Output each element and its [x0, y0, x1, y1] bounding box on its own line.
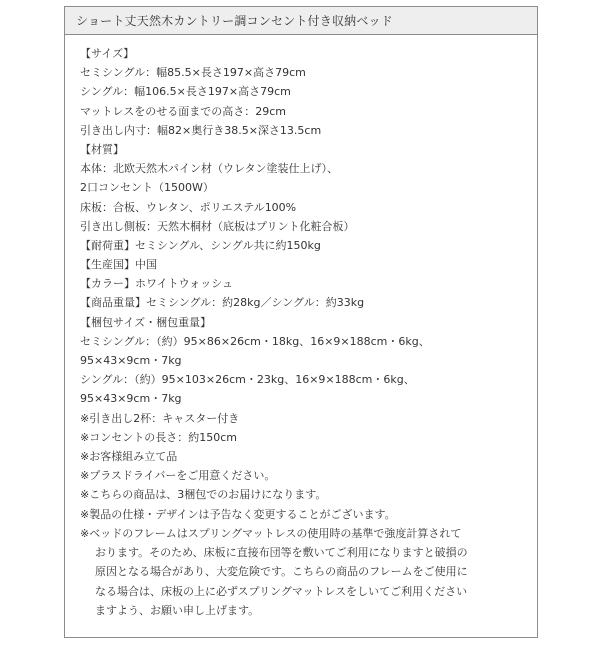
spec-line-weight: 【商品重量】セミシングル：約28kg／シングル：約33kg — [80, 296, 365, 310]
spec-line-size-heading: 【サイズ】 — [80, 47, 135, 60]
spec-line-note-screwdriver: ※プラスドライバーをご用意ください。 — [80, 469, 276, 483]
frame-warning-line: ※ベッドのフレームはスプリングマットレスの使用時の基準で強度計算されて — [80, 527, 462, 540]
frame-warning-line: なる場合は、床板の上に必ずスプリングマットレスをしいてご利用ください — [95, 584, 468, 598]
spec-line-origin: 【生産国】中国 — [80, 258, 157, 272]
spec-line-material-outlet: 2口コンセント（1500W） — [80, 181, 214, 195]
spec-line-note-assembly: ※お客様組み立て品 — [80, 449, 178, 463]
spec-line-size-semi-single: セミシングル：幅85.5×長さ197×高さ79cm — [80, 66, 306, 80]
frame-warning — [80, 524, 530, 620]
spec-line-drawer-inner: 引き出し内寸：幅82×奥行き38.5×深さ13.5cm — [80, 123, 322, 137]
spec-line-package-heading: 【梱包サイズ・梱包重量】 — [80, 315, 212, 329]
spec-line-package-single: シングル：（約）95×103×26cm・23kg、16×9×188cm・6kg、 — [80, 373, 415, 387]
spec-line-color: 【カラー】ホワイトウォッシュ — [80, 277, 234, 291]
frame-warning-line: ますよう、お願い申し上げます。 — [95, 603, 260, 617]
spec-line-material-heading: 【材質】 — [80, 142, 124, 156]
spec-line-package-semi-single: セミシングル：（約）95×86×26cm・18kg、16×9×188cm・6kg、 — [80, 334, 430, 348]
spec-line-material-floorboard: 床板：合板、ウレタン、ポリエステル100% — [80, 200, 297, 214]
spec-panel — [64, 6, 538, 638]
spec-line-note-cord: ※コンセントの長さ：約150cm — [80, 430, 237, 444]
frame-warning-line: おります。そのため、床板に直接布団等を敷いてご利用になりますと破損の — [95, 546, 468, 560]
spec-line-note-drawers: ※引き出し2杯：キャスター付き — [80, 411, 240, 425]
spec-line-load-capacity: 【耐荷重】セミシングル、シングル共に約150kg — [80, 238, 321, 252]
spec-line-material-body: 本体：北欧天然木パイン材（ウレタン塗装仕上げ）、 — [80, 162, 339, 176]
spec-line-material-drawer-side: 引き出し側板：天然木桐材（底板はプリント化粧合板） — [80, 219, 355, 233]
frame-warning-line: 原因となる場合があり、大変危険です。こちらの商品のフレームをご使用に — [95, 565, 468, 579]
spec-line-size-single: シングル：幅106.5×長さ197×高さ79cm — [80, 85, 291, 99]
title-bar — [65, 7, 537, 35]
spec-line-mattress-height: マットレスをのせる面までの高さ：29cm — [80, 104, 286, 118]
product-title: ショート丈天然木カントリー調コンセント付き収納ベッド — [76, 14, 393, 28]
spec-line-note-spec-change: ※製品の仕様・デザインは予告なく変更することがございます。 — [80, 507, 396, 521]
spec-line-package-semi-single-cont: 95×43×9cm・7kg — [80, 354, 182, 367]
spec-line-note-packages: ※こちらの商品は、3梱包でのお届けになります。 — [80, 488, 327, 502]
spec-list — [80, 44, 525, 524]
spec-line-package-single-cont: 95×43×9cm・7kg — [80, 392, 182, 406]
